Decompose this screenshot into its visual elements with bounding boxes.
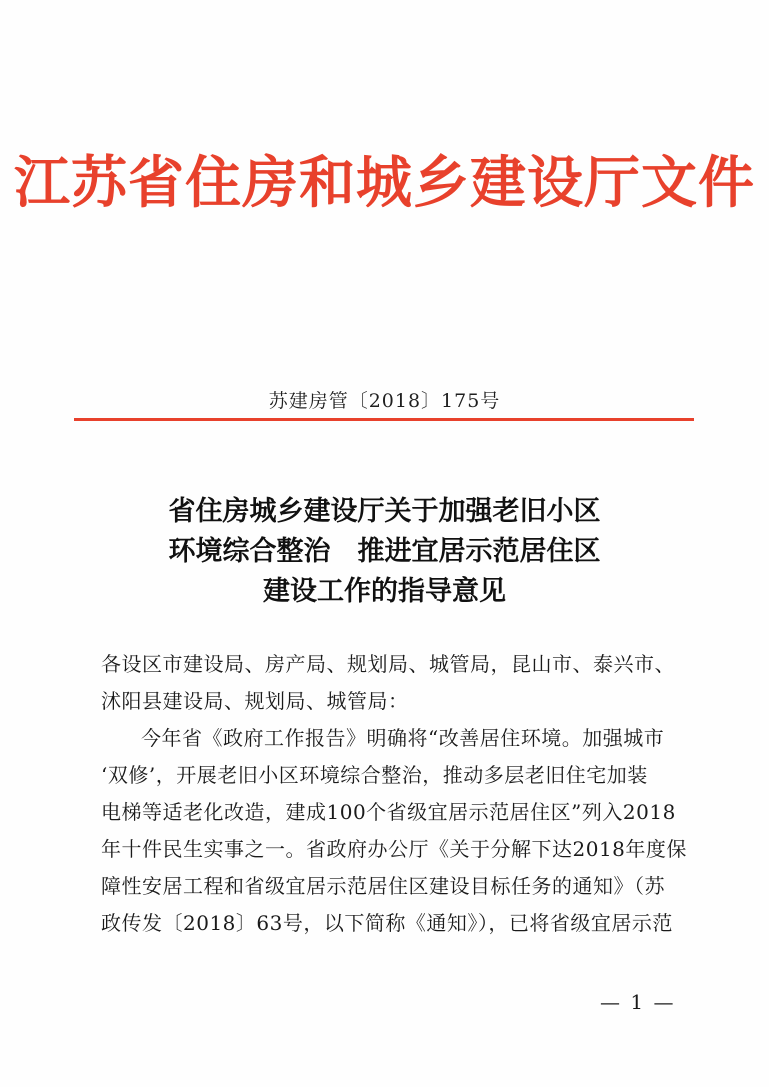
title-line-1: 省住房城乡建设厅关于加强老旧小区	[168, 496, 601, 527]
addressee-line-2: 沭阳县建设局、规划局、城管局：	[101, 689, 409, 713]
document-title	[0, 492, 769, 612]
paragraph-line: 今年省《政府工作报告》明确将“改善居住环境。加强城市	[141, 726, 665, 750]
document-body	[101, 646, 693, 942]
paragraph-line: 政传发〔2018〕63号，以下简称《通知》），已将省级宜居示范	[101, 911, 673, 935]
title-line-3: 建设工作的指导意见	[263, 576, 506, 607]
title-line-2: 环境综合整治 推进宜居示范居住区	[168, 536, 601, 567]
addressee-line-1: 各设区市建设局、房产局、规划局、城管局，昆山市、泰兴市、	[101, 652, 675, 676]
agency-header-title: 江苏省住房和城乡建设厅文件	[14, 150, 755, 216]
document-number: 苏建房管〔2018〕175号	[268, 390, 501, 412]
page-number: — 1 —	[600, 990, 676, 1014]
paragraph-line: 年十件民生实事之一。省政府办公厅《关于分解下达2018年度保	[101, 837, 687, 861]
paragraph-line: 电梯等适老化改造，建成100个省级宜居示范居住区”列入2018	[101, 800, 676, 824]
paragraph-line: ‘双修’，开展老旧小区环境综合整治，推动多层老旧住宅加装	[101, 763, 648, 787]
paragraph-line: 障性安居工程和省级宜居示范居住区建设目标任务的通知》（苏	[101, 874, 665, 898]
red-divider-line	[74, 418, 694, 421]
